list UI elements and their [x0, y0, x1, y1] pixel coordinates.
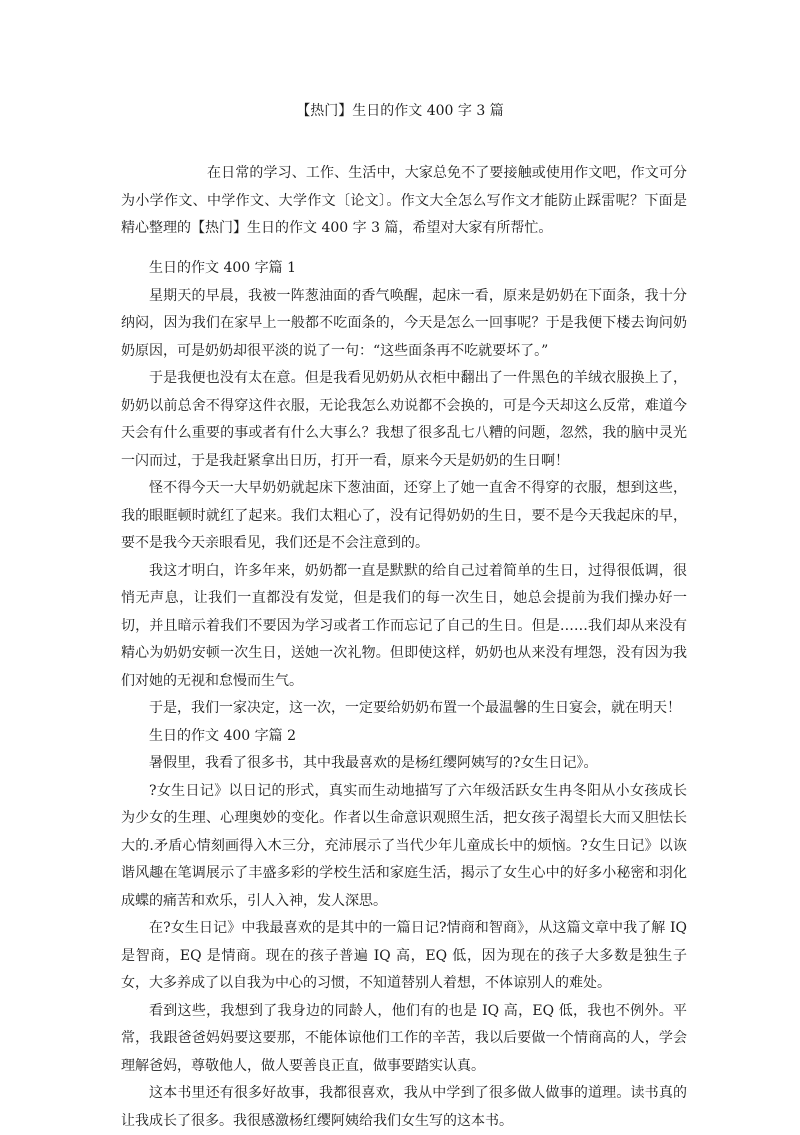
section-2-paragraph-4: 看到这些，我想到了我身边的同龄人，他们有的也是 IQ 高，EQ 低，我也不例外。平常，我跟爸爸妈妈要这要那，不能体谅他们工作的辛苦，我以后要做一个情商高的人，学会理解爸妈，尊敬他人，做人要善良正直，做事要踏实认真。	[121, 1002, 687, 1074]
section-2-paragraph-3: 在?女生日记》中我最喜欢的是其中的一篇日记?情商和智商》，从这篇文章中我了解 IQ 是智商，EQ 是情商。现在的孩子普遍 IQ 高，EQ 低，因为现在的孩子大多数是独生子女，大多养成了以自我为中心的习惯，不知道替别人着想，不体谅别人的难处。	[121, 920, 687, 991]
section-1-heading: 生日的作文 400 字篇 1	[149, 260, 296, 276]
section-1-paragraph-1: 星期天的早晨，我被一阵葱油面的香气唤醒，起床一看，原来是奶奶在下面条，我十分纳闷，因为我们在家早上一般都不吃面条的，今天是怎么一回事呢？于是我便下楼去询问奶奶原因，可是奶奶却很平淡的说了一句：“这些面条再不吃就要坏了。”	[121, 287, 687, 359]
document-title: 【热门】生日的作文 400 字 3 篇	[296, 103, 504, 119]
section-1-paragraph-2: 于是我便也没有太在意。但是我看见奶奶从衣柜中翻出了一件黑色的羊绒衣服换上了，奶奶以前总舍不得穿这件衣服，无论我怎么劝说都不会换的，可是今天却这么反常，难道今天会有什么重要的事或者有什么大事么？我想了很多乱七八糟的问题，忽然，我的脑中灵光一闪而过，于是我赶紧拿出日历，打开一看，原来今天是奶奶的生日啊！	[121, 370, 687, 469]
section-2-paragraph-1: 暑假里，我看了很多书，其中我最喜欢的是杨红缨阿姨写的?女生日记》。	[149, 755, 598, 771]
section-1-paragraph-4: 我这才明白，许多年来，奶奶都一直是默默的给自己过着简单的生日，过得很低调，很悄无声息，让我们一直都没有发觉，但是我们的每一次生日，她总会提前为我们操办好一切，并且暗示着我们不要因为学习或者工作而忘记了自己的生日。但是……我们却从来没有精心为奶奶安顿一次生日，送她一次礼物。但即使这样，奶奶也从来没有埋怨，没有因为我们对她的无视和怠慢而生气。	[121, 562, 687, 689]
intro-paragraph: 在日常的学习、工作、生活中，大家总免不了要接触或使用作文吧，作文可分为小学作文、中学作文、大学作文〔论文〕。作文大全怎么写作文才能防止踩雷呢？下面是精心整理的【热门】生日的作文 400 字 3 篇，希望对大家有所帮忙。	[121, 165, 687, 236]
intro-block	[121, 160, 687, 243]
section-2-paragraph-2: ?女生日记》以日记的形式，真实而生动地描写了六年级活跃女生冉冬阳从小女孩成长为少女的生理、心理奥妙的变化。作者以生命意识观照生活，把女孩子渴望长大而又胆怯长大的.矛盾心情刻画得入木三分，充沛展示了当代少年儿童成长中的烦恼。?女生日记》以诙谐风趣在笔调展示了丰盛多彩的学校生活和家庭生活，揭示了女生心中的好多小秘密和羽化成蝶的痛苦和欢乐，引人入神，发人深思。	[121, 782, 687, 909]
section-1-paragraph-5: 于是，我们一家决定，这一次，一定要给奶奶布置一个最温馨的生日宴会，就在明天！	[149, 700, 681, 716]
section-2-paragraph-5: 这本书里还有很多好故事，我都很喜欢，我从中学到了很多做人做事的道理。读书真的让我成长了很多。我很感激杨红缨阿姨给我们女生写的这本书。	[121, 1085, 687, 1129]
section-1-paragraph-3: 怪不得今天一大早奶奶就起床下葱油面，还穿上了她一直舍不得穿的衣服，想到这些，我的眼眶顿时就红了起来。我们太粗心了，没有记得奶奶的生日，要不是今天我起床的早，要不是我今天亲眼看见，我们还是不会注意到的。	[121, 480, 687, 551]
section-2-heading: 生日的作文 400 字篇 2	[149, 727, 296, 744]
document-body	[121, 255, 687, 1135]
